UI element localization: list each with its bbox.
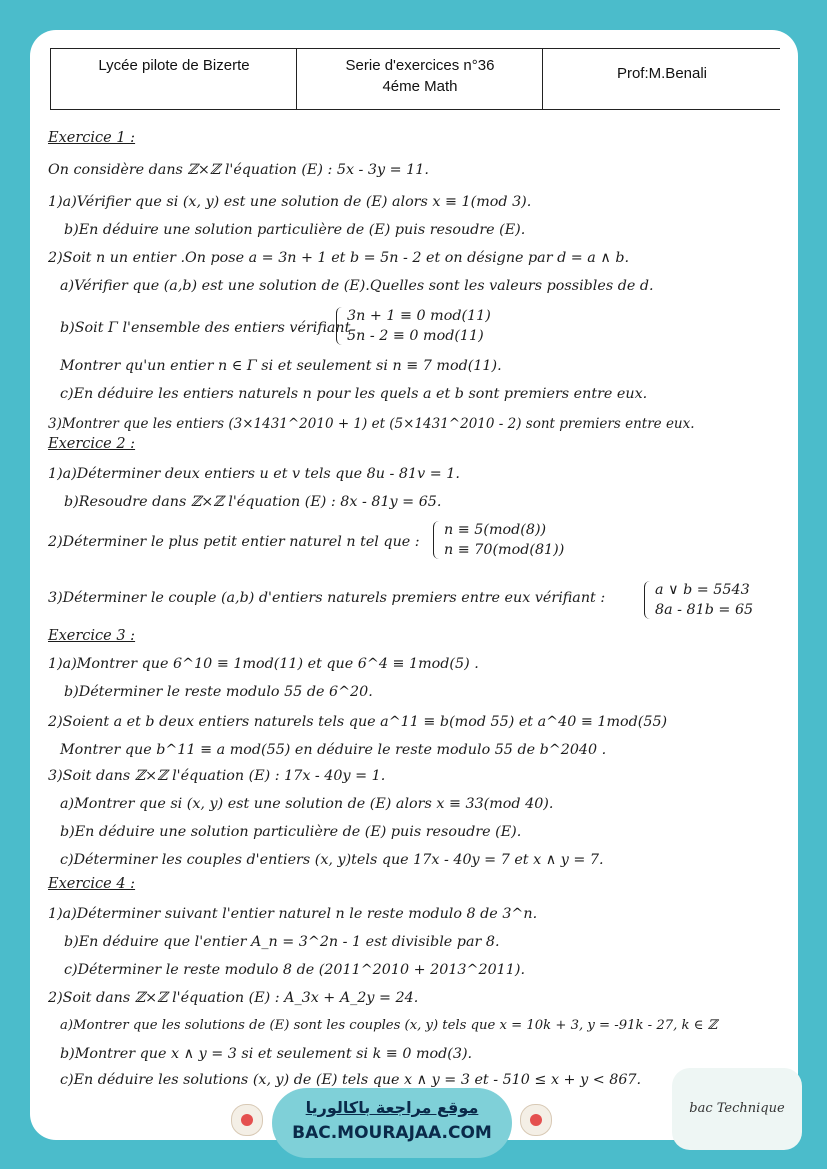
exercise-1-line: b)En déduire une solution particulière de (E) puis resoudre (E). bbox=[64, 222, 526, 238]
exercise-4-line: 2)Soit dans ℤ×ℤ l'équation (E) : A_3x + A_2y = 24. bbox=[48, 990, 419, 1006]
system-row: 3n + 1 ≡ 0 mod(11) bbox=[347, 308, 491, 324]
school-cell bbox=[50, 49, 297, 109]
exercise-4-line: 1)a)Déterminer suivant l'entier naturel n le reste modulo 8 de 3^n. bbox=[48, 906, 538, 922]
exercise-1-line: 3)Montrer que les entiers (3×1431^2010 + 1) et (5×1431^2010 - 2) sont premiers entre eux. bbox=[48, 416, 695, 432]
watermark bbox=[672, 1068, 802, 1150]
document-header bbox=[50, 48, 780, 110]
exercise-4-line: c)Déterminer le reste modulo 8 de (2011^2010 + 2013^2011). bbox=[64, 962, 525, 978]
site-logo[interactable] bbox=[272, 1088, 512, 1158]
series-title: Serie d'exercices n°36 bbox=[345, 57, 495, 74]
exercise-4-line: c)En déduire les solutions (x, y) de (E) tels que x ∧ y = 3 et - 510 ≤ x + y < 867. bbox=[60, 1072, 642, 1088]
exercise-4-title: Exercice 4 : bbox=[48, 876, 136, 892]
exercise-3-line: Montrer que b^11 ≡ a mod(55) en déduire le reste modulo 55 de b^2040 . bbox=[60, 742, 607, 758]
exercise-2-title: Exercice 2 : bbox=[48, 436, 136, 452]
exercise-2-line: b)Resoudre dans ℤ×ℤ l'équation (E) : 8x - 81y = 65. bbox=[64, 494, 442, 510]
site-badge-icon bbox=[520, 1104, 552, 1136]
exercise-3-line: c)Déterminer les couples d'entiers (x, y)tels que 17x - 40y = 7 et x ∧ y = 7. bbox=[60, 852, 604, 868]
series-cell bbox=[296, 49, 543, 109]
brace bbox=[644, 581, 651, 619]
exercise-1-line: 1)a)Vérifier que si (x, y) est une solution de (E) alors x ≡ 1(mod 3). bbox=[48, 194, 532, 210]
exercise-3-line: b)En déduire une solution particulière de (E) puis resoudre (E). bbox=[60, 824, 522, 840]
exercise-2-system-n bbox=[433, 520, 564, 560]
system-row: a ∨ b = 5543 bbox=[655, 582, 750, 598]
exercise-3-title: Exercice 3 : bbox=[48, 628, 136, 644]
system-row: 8a - 81b = 65 bbox=[655, 602, 754, 618]
exercise-3-line: a)Montrer que si (x, y) est une solution de (E) alors x ≡ 33(mod 40). bbox=[60, 796, 554, 812]
site-badge-icon bbox=[231, 1104, 263, 1136]
brace bbox=[336, 307, 343, 345]
site-name-latin: BAC.MOURAJAA.COM bbox=[292, 1123, 492, 1143]
badge-dot bbox=[530, 1114, 542, 1126]
exercise-2-line: 2)Déterminer le plus petit entier naturel n tel que : bbox=[48, 534, 420, 550]
site-name-arabic: موقع مراجعة باكالوريا bbox=[305, 1098, 479, 1117]
exercise-4-line: a)Montrer que les solutions de (E) sont les couples (x, y) tels que x = 10k + 3, y = -91k - 27, k ∈ ℤ bbox=[60, 1018, 718, 1033]
exercise-1-system bbox=[336, 306, 491, 346]
exercise-3-line: 1)a)Montrer que 6^10 ≡ 1mod(11) et que 6^4 ≡ 1mod(5) . bbox=[48, 656, 479, 672]
exercise-1-line: 2)Soit n un entier .On pose a = 3n + 1 et b = 5n - 2 et on désigne par d = a ∧ b. bbox=[48, 250, 630, 266]
exercise-1-line: a)Vérifier que (a,b) est une solution de (E).Quelles sont les valeurs possibles de d. bbox=[60, 278, 654, 294]
exercise-1-line: On considère dans ℤ×ℤ l'équation (E) : 5x - 3y = 11. bbox=[48, 162, 429, 178]
exercise-3-line: 2)Soient a et b deux entiers naturels tels que a^11 ≡ b(mod 55) et a^40 ≡ 1mod(55) bbox=[48, 714, 668, 730]
exercise-2-system-ab bbox=[644, 580, 753, 620]
class-level: 4éme Math bbox=[382, 78, 458, 95]
school-name: Lycée pilote de Bizerte bbox=[98, 57, 250, 74]
exercise-1-line: c)En déduire les entiers naturels n pour les quels a et b sont premiers entre eux. bbox=[60, 386, 648, 402]
exercise-2-line: 3)Déterminer le couple (a,b) d'entiers naturels premiers entre eux vérifiant : bbox=[48, 590, 606, 606]
exercise-1-line: b)Soit Γ l'ensemble des entiers vérifiant bbox=[60, 320, 351, 336]
system-row: 5n - 2 ≡ 0 mod(11) bbox=[347, 328, 484, 344]
exercise-1-line: Montrer qu'un entier n ∈ Γ si et seulement si n ≡ 7 mod(11). bbox=[60, 358, 502, 374]
exercise-3-line: 3)Soit dans ℤ×ℤ l'équation (E) : 17x - 40y = 1. bbox=[48, 768, 386, 784]
system-row: n ≡ 70(mod(81)) bbox=[444, 542, 565, 558]
teacher-name: Prof:M.Benali bbox=[616, 65, 708, 82]
exercise-4-line: b)Montrer que x ∧ y = 3 si et seulement si k ≡ 0 mod(3). bbox=[60, 1046, 473, 1062]
badge-dot bbox=[241, 1114, 253, 1126]
teacher-cell bbox=[542, 49, 781, 109]
brace bbox=[433, 521, 440, 559]
watermark-text: bac Technique bbox=[689, 1101, 785, 1116]
exercise-2-line: 1)a)Déterminer deux entiers u et v tels que 8u - 81v = 1. bbox=[48, 466, 460, 482]
system-row: n ≡ 5(mod(8)) bbox=[444, 522, 547, 538]
exercise-4-line: b)En déduire que l'entier A_n = 3^2n - 1 est divisible par 8. bbox=[64, 934, 500, 950]
exercise-1-title: Exercice 1 : bbox=[48, 130, 136, 146]
exercise-3-line: b)Déterminer le reste modulo 55 de 6^20. bbox=[64, 684, 373, 700]
